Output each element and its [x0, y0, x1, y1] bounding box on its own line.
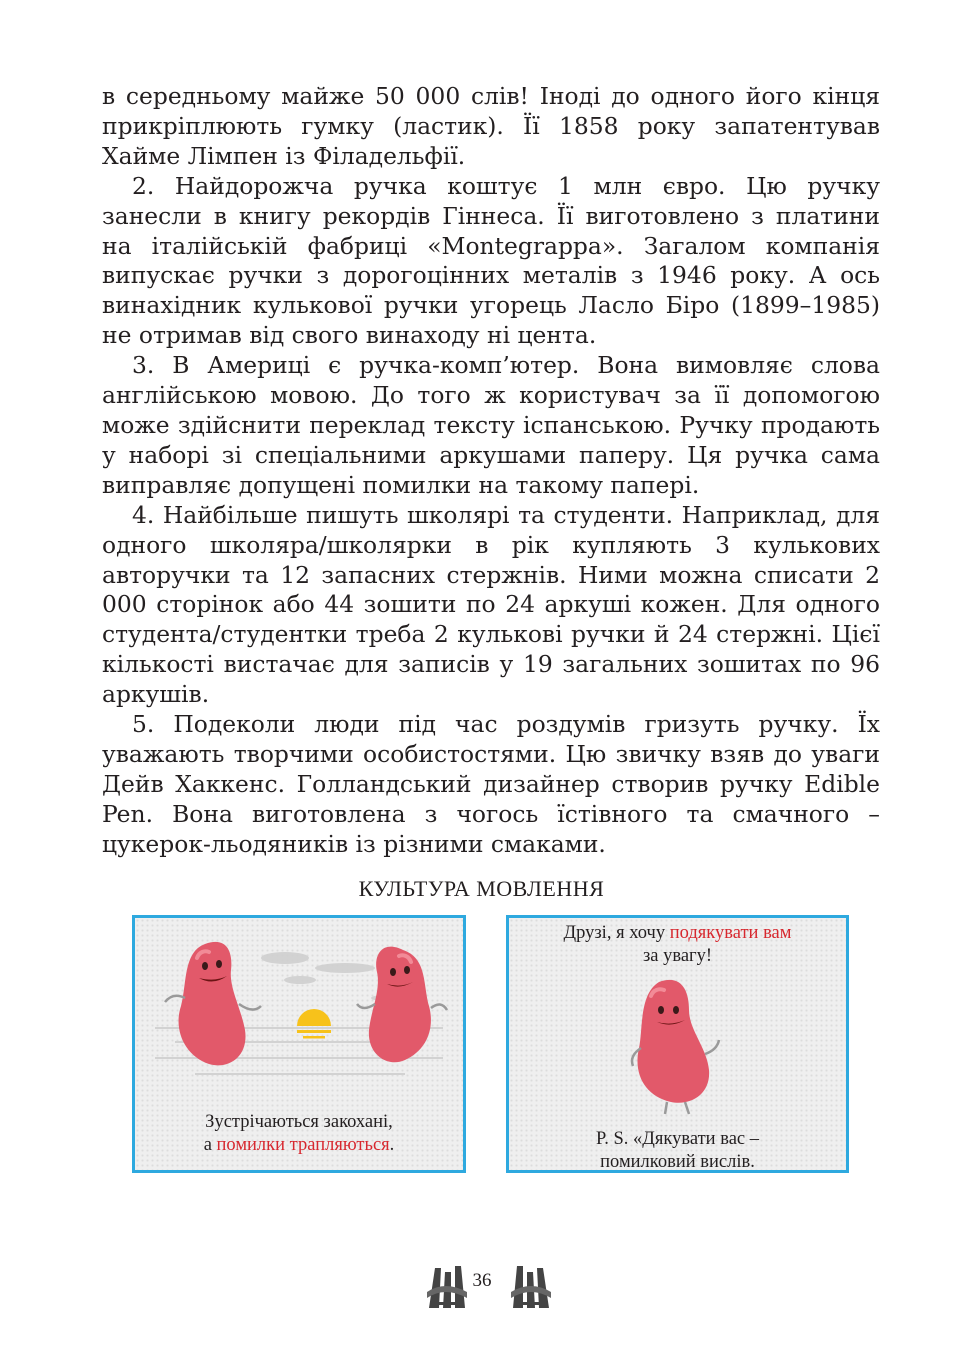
paragraph-continuation: в середньому майже 50 000 слів! Іноді до одного його кінця прикріплюють гумку (ластик). Її 1858 року запатентував Хайме Лімпен із Філадельфії.: [102, 82, 880, 170]
section-title: КУЛЬТУРА МОВЛЕННЯ: [358, 876, 605, 901]
article-text: [102, 82, 880, 860]
speech-highlight: подякувати вам: [669, 923, 792, 943]
caption-lovers-line2: [135, 1134, 463, 1157]
speech-prefix: Друзі, я хочу: [563, 923, 670, 943]
caption-suffix: .: [389, 1135, 395, 1155]
illustration-card-lovers: [132, 915, 466, 1173]
ornament-left-icon: [425, 1262, 469, 1312]
character-left: [165, 942, 261, 1065]
ornament-right-icon: [509, 1262, 553, 1312]
caption-prefix: а: [203, 1135, 217, 1155]
paragraph-fact-2: 2. Найдорожча ручка коштує 1 млн євро. Цю ручку занесли в книгу рекордів Гіннеса. Її виготовлено з платини на італійській фабриці «Montegrappa». Загалом компанія випускає ручки з дорогоцінних металів з 1946 року. А ось винахідник кулькової ручки угорець Ласло Біро (1899–1985) не отримав від свого винаходу ні цента.: [102, 171, 880, 350]
page-number: 36: [472, 1270, 492, 1291]
paragraph-fact-3: 3. В Америці є ручка-комп’ютер. Вона вимовляє слова англійською мовою. До того ж користувач за її допомогою може здійснити переклад тексту іспанською. Ручку продають у наборі зі спеціальними аркушами паперу. Ця ручка сама виправляє допущені помилки на такому папері.: [102, 351, 880, 499]
character-center: [632, 980, 719, 1114]
character-right: [357, 947, 447, 1063]
sun-icon: [297, 1009, 331, 1039]
paragraph-fact-5: 5. Подеколи люди під час роздумів гризуть ручку. Їх уважають творчими особистостями. Цю звичку взяв до уваги Дейв Хаккенс. Голландський дизайнер створив ручку Edible Pen. Вона виготовлена з чогось їстівного та смачного – цукерок-льодяників із різними смаками.: [102, 710, 880, 858]
page-footer: [0, 1256, 963, 1316]
illustration-card-thanks: [506, 915, 849, 1173]
speech-line2: за увагу!: [642, 946, 713, 966]
paragraph-fact-4: 4. Найбільше пишуть школярі та студенти. Наприклад, для одного школяра/школярки в рік купляють 3 кулькових авторучки та 12 запасних стержнів. Ними можна списати 2 000 сторінок або 44 зошити по 24 аркуші кожен. Для одного студента/студентки треба 2 кулькові ручки й 24 стержні. Цієї кількості вистачає для записів у 19 загальних зошитах по 96 аркушів.: [102, 500, 880, 709]
caption-highlight: помилки трапляються: [216, 1135, 390, 1155]
caption-lovers: [135, 1111, 463, 1157]
caption-thanks-line1: P. S. «Дякувати вас –: [595, 1129, 759, 1149]
caption-thanks-line2: помилковий вислів.: [600, 1152, 755, 1172]
caption-thanks: [509, 1128, 846, 1173]
caption-lovers-line1: Зустрічаються закохані,: [205, 1112, 393, 1132]
